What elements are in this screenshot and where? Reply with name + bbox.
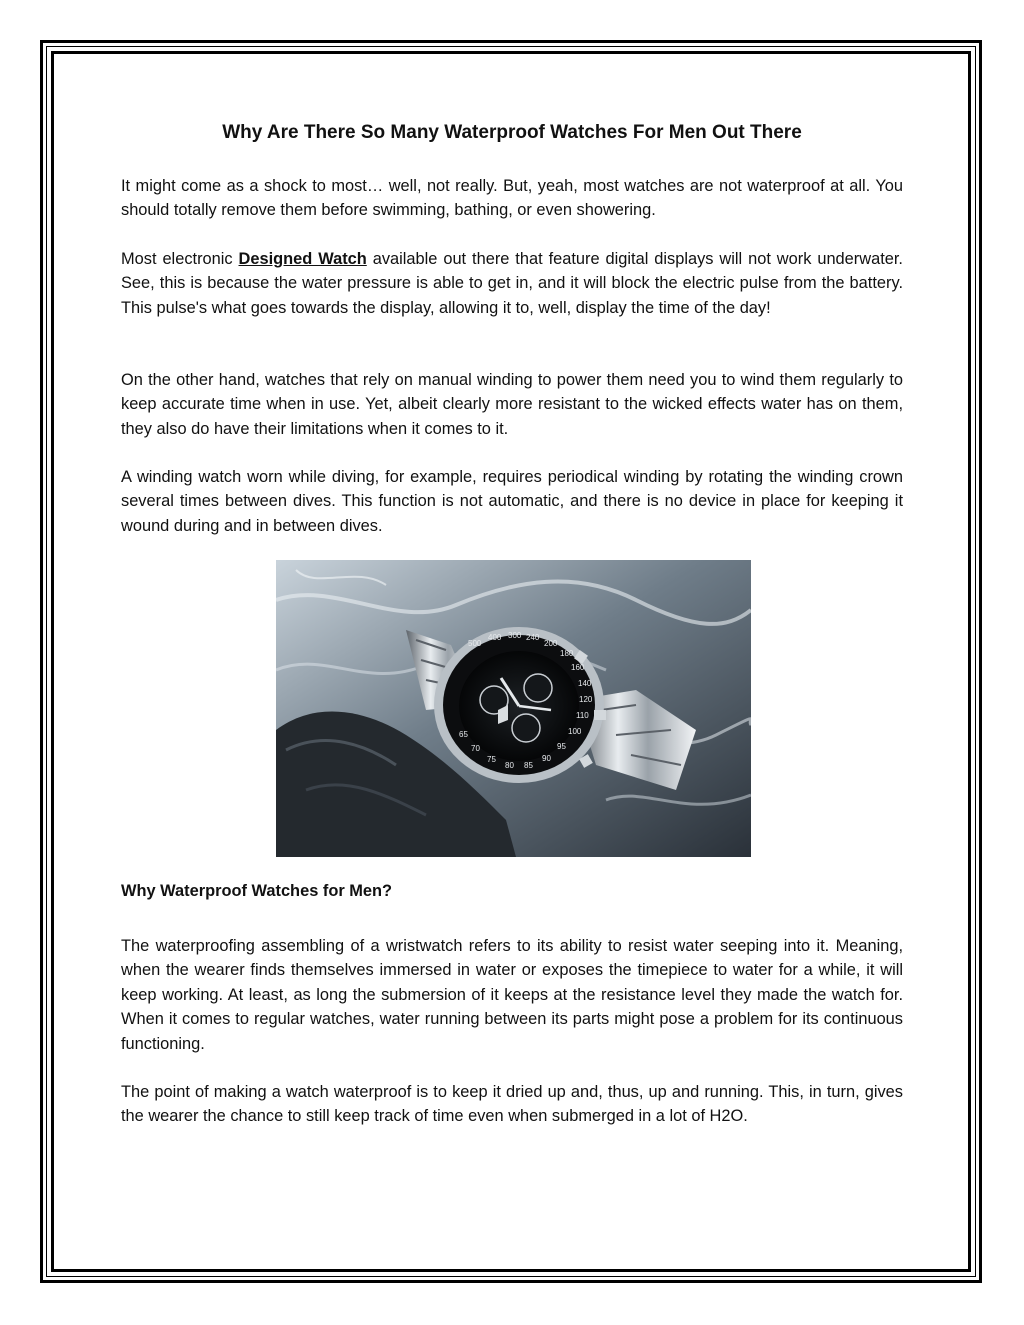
page-title: Why Are There So Many Waterproof Watches For Men Out There bbox=[222, 122, 802, 143]
svg-text:400: 400 bbox=[488, 633, 502, 642]
svg-text:140: 140 bbox=[578, 679, 592, 688]
paragraph-intro: It might come as a shock to most… well, not really. But, yeah, most watches are not waterproof at all. You should totally remove them before swimming, bathing, or even showering. bbox=[121, 177, 903, 220]
paragraph-diving: A winding watch worn while diving, for example, requires periodical winding by rotating the winding crown several times between dives. This function is not automatic, and there is no device in place for keeping it wound during and in between dives. bbox=[121, 468, 903, 535]
svg-text:180: 180 bbox=[560, 649, 574, 658]
svg-text:160: 160 bbox=[571, 663, 585, 672]
svg-text:200: 200 bbox=[544, 639, 558, 648]
svg-text:100: 100 bbox=[568, 727, 582, 736]
paragraph-purpose: The point of making a watch waterproof is to keep it dried up and, thus, up and running. This, in turn, gives the wearer the chance to still keep track of time even when submerged in a lot of H2O. bbox=[121, 1083, 903, 1126]
svg-text:85: 85 bbox=[524, 761, 533, 770]
svg-text:500: 500 bbox=[468, 639, 482, 648]
paragraph-text-before-link: Most electronic bbox=[121, 250, 239, 268]
designed-watch-link[interactable]: Designed Watch bbox=[238, 250, 367, 268]
svg-text:110: 110 bbox=[576, 711, 589, 720]
paragraph-electronic bbox=[121, 247, 903, 320]
paragraph-text-after-link: available out there that feature digital displays will not work underwater. See, this is because the water pressure is able to get in, and it will block the electric pulse from the battery. This pulse's what goes towards the display, allowing it to, well, display the time of the day! bbox=[121, 250, 903, 317]
svg-text:300: 300 bbox=[508, 631, 522, 640]
svg-text:240: 240 bbox=[526, 633, 540, 642]
watch-in-water-photo bbox=[276, 560, 751, 857]
section-heading: Why Waterproof Watches for Men? bbox=[121, 882, 393, 900]
paragraph-waterproofing: The waterproofing assembling of a wristwatch refers to its ability to resist water seeping into it. Meaning, when the wearer finds themselves immersed in water or exposes the timepiece to water for a while, it will keep working. At least, as long the submersion of it keeps at the resistance level they made the watch for. When it comes to regular watches, water running between its parts might pose a problem for its continuous functioning. bbox=[121, 937, 903, 1053]
svg-text:120: 120 bbox=[579, 695, 593, 704]
svg-text:70: 70 bbox=[471, 744, 480, 753]
svg-text:75: 75 bbox=[487, 755, 496, 764]
svg-text:80: 80 bbox=[505, 761, 514, 770]
paragraph-manual-winding: On the other hand, watches that rely on manual winding to power them need you to wind them regularly to keep accurate time when in use. Yet, albeit clearly more resistant to the wicked effects water has on them, they also do have their limitations when it comes to it. bbox=[121, 371, 903, 438]
svg-text:90: 90 bbox=[542, 754, 551, 763]
svg-text:95: 95 bbox=[557, 742, 566, 751]
svg-text:65: 65 bbox=[459, 730, 468, 739]
